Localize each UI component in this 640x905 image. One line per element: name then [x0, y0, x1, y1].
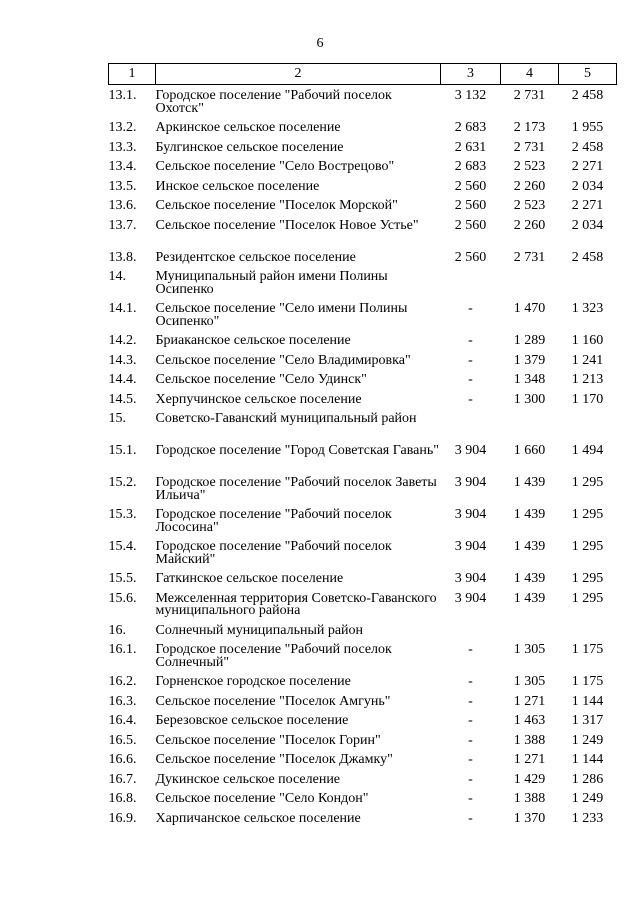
row-number-cell: 15.3. — [108, 507, 137, 522]
value-col4-cell: 1 439 — [513, 590, 546, 606]
row-number-cell: 13.8. — [108, 249, 137, 265]
value-col5-cell: 1 955 — [571, 120, 604, 135]
settlement-name-cell: Сельское поселение "Поселок Амгунь" — [155, 693, 391, 709]
column-header-4: 4 — [501, 64, 559, 85]
settlement-name-cell: Сельское поселение "Поселок Горин" — [155, 732, 381, 748]
row-number-cell: 15.2. — [108, 475, 137, 490]
table-row — [109, 330, 617, 350]
settlement-name-cell: Булгинское сельское поселение — [155, 139, 344, 155]
value-col4-cell: 1 289 — [513, 333, 546, 348]
row-number-cell: 16.5. — [108, 732, 137, 748]
row-number-cell: 15.1. — [108, 443, 137, 458]
settlement-name-cell: Городское поселение "Рабочий поселок Майский" — [155, 539, 392, 567]
settlement-name-cell: Сельское поселение "Село Вострецово" — [155, 159, 395, 174]
table-row — [109, 749, 617, 769]
value-col5-cell: 2 271 — [571, 159, 604, 174]
value-col3-cell: - — [468, 674, 473, 689]
value-col3-cell: - — [468, 372, 473, 387]
value-col4-cell: 1 439 — [513, 539, 546, 554]
settlement-name-cell: Сельское поселение "Поселок Морской" — [155, 198, 398, 213]
row-number-cell: 16.9. — [108, 810, 137, 826]
row-number-cell: 16.6. — [108, 752, 137, 767]
table-row — [109, 769, 617, 789]
value-col5-cell: 1 233 — [571, 810, 604, 826]
value-col5-cell: 2 271 — [571, 198, 604, 213]
row-number-cell: 13.4. — [108, 159, 137, 174]
value-col3-cell: - — [468, 810, 473, 826]
table-row — [109, 369, 617, 389]
settlement-name-cell: Сельское поселение "Село Владимировка" — [155, 352, 411, 368]
table-row — [109, 536, 617, 568]
row-number-cell: 16.3. — [108, 693, 137, 709]
row-number-cell: 13.5. — [108, 178, 137, 194]
value-col4-cell: 2 260 — [513, 217, 546, 233]
settlement-name-cell: Солнечный муниципальный район — [155, 622, 364, 638]
value-col5-cell: 1 317 — [571, 713, 604, 728]
row-number-cell: 14.3. — [108, 352, 137, 368]
value-col3-cell: - — [468, 391, 473, 407]
value-col3-cell: 2 560 — [454, 249, 487, 265]
table-row — [109, 472, 617, 504]
table-row — [109, 266, 617, 298]
value-col5-cell: 2 458 — [571, 249, 604, 265]
value-col3-cell: - — [468, 771, 473, 787]
table-row — [109, 691, 617, 711]
value-col5-cell: 1 286 — [571, 771, 604, 787]
value-col3-cell: - — [468, 713, 473, 728]
value-col4-cell: 1 439 — [513, 475, 546, 490]
table-row — [109, 588, 617, 620]
value-col3-cell: - — [468, 301, 473, 316]
value-col4-cell: 2 731 — [513, 249, 546, 265]
value-col5-cell: 1 241 — [571, 352, 604, 368]
table-row — [109, 117, 617, 137]
settlement-name-cell: Сельское поселение "Село Кондон" — [155, 791, 369, 806]
settlement-name-cell: Херпучинское сельское поселение — [155, 391, 362, 407]
row-number-cell: 15. — [108, 411, 126, 426]
value-col3-cell: 3 904 — [454, 443, 487, 458]
table-header-row — [109, 64, 617, 85]
value-col4-cell: 1 379 — [513, 352, 546, 368]
value-col5-cell: 1 295 — [571, 539, 604, 554]
value-col5-cell: 1 144 — [571, 693, 604, 709]
value-col5-cell — [559, 620, 617, 640]
row-number-cell: 16. — [108, 622, 126, 638]
data-table — [108, 63, 617, 827]
value-col4-cell: 1 439 — [513, 571, 546, 586]
table-row — [109, 710, 617, 730]
value-col3-cell: 2 631 — [454, 139, 487, 155]
value-col5-cell: 1 494 — [571, 443, 604, 458]
table-row — [109, 639, 617, 671]
value-col4-cell: 2 731 — [513, 88, 546, 103]
row-number-cell: 13.1. — [108, 88, 137, 103]
settlement-name-cell: Инское сельское поселение — [155, 178, 320, 194]
settlement-name-cell: Городское поселение "Город Советская Гавань" — [155, 443, 439, 458]
value-col3-cell: 2 683 — [454, 159, 487, 174]
value-col4-cell — [501, 266, 559, 298]
table-row — [109, 195, 617, 215]
table-row — [109, 504, 617, 536]
value-col3-cell: 2 560 — [454, 198, 487, 213]
row-number-cell: 14. — [108, 269, 126, 284]
column-header-3: 3 — [441, 64, 501, 85]
row-number-cell: 16.1. — [108, 642, 137, 657]
table-row — [109, 620, 617, 640]
settlement-name-cell: Сельское поселение "Село Удинск" — [155, 372, 367, 387]
row-number-cell: 16.7. — [108, 771, 137, 787]
value-col5-cell: 1 160 — [571, 333, 604, 348]
row-number-cell: 13.7. — [108, 217, 137, 233]
value-col3-cell: 2 560 — [454, 178, 487, 194]
value-col3-cell: - — [468, 352, 473, 368]
value-col4-cell: 1 429 — [513, 771, 546, 787]
table-row — [109, 408, 617, 440]
table-row — [109, 440, 617, 472]
value-col5-cell: 1 175 — [571, 642, 604, 657]
value-col3-cell: 3 132 — [454, 88, 487, 103]
value-col3-cell: - — [468, 333, 473, 348]
settlement-name-cell: Городское поселение "Рабочий поселок Солнечный" — [155, 642, 392, 670]
value-col4-cell: 1 470 — [513, 301, 546, 316]
table-row — [109, 730, 617, 750]
row-number-cell: 16.8. — [108, 791, 137, 806]
value-col5-cell: 1 175 — [571, 674, 604, 689]
value-col5-cell: 1 213 — [571, 372, 604, 387]
value-col5-cell: 1 323 — [571, 301, 604, 316]
value-col5-cell: 1 249 — [571, 732, 604, 748]
table-body — [109, 85, 617, 828]
settlement-name-cell: Горненское городское поселение — [155, 674, 351, 689]
table-row — [109, 298, 617, 330]
table-row — [109, 568, 617, 588]
row-number-cell: 16.4. — [108, 713, 137, 728]
value-col5-cell: 1 144 — [571, 752, 604, 767]
value-col5-cell: 2 034 — [571, 217, 604, 233]
value-col4-cell: 2 523 — [513, 198, 546, 213]
column-header-5: 5 — [559, 64, 617, 85]
value-col5-cell: 1 170 — [571, 391, 604, 407]
settlement-name-cell: Межселенная территория Советско-Гаванского муниципального района — [155, 590, 437, 618]
value-col3-cell — [441, 266, 501, 298]
value-col3-cell: - — [468, 752, 473, 767]
value-col4-cell: 2 523 — [513, 159, 546, 174]
row-number-cell: 13.2. — [108, 120, 137, 135]
table-row — [109, 671, 617, 691]
row-number-cell: 13.6. — [108, 198, 137, 213]
value-col5-cell: 1 295 — [571, 590, 604, 606]
settlement-name-cell: Харпичанское сельское поселение — [155, 810, 361, 826]
value-col4-cell: 1 271 — [513, 752, 546, 767]
value-col4-cell: 1 305 — [513, 674, 546, 689]
value-col3-cell: - — [468, 642, 473, 657]
value-col5-cell — [559, 408, 617, 440]
settlement-name-cell: Городское поселение "Рабочий поселок Заветы Ильича" — [155, 475, 437, 503]
row-number-cell: 14.1. — [108, 301, 137, 316]
row-number-cell: 15.5. — [108, 571, 137, 586]
row-number-cell: 14.2. — [108, 333, 137, 348]
settlement-name-cell: Дукинское сельское поселение — [155, 771, 341, 787]
settlement-name-cell: Советско-Гаванский муниципальный район — [155, 411, 417, 426]
settlement-name-cell: Гаткинское сельское поселение — [155, 571, 344, 586]
value-col5-cell: 1 295 — [571, 507, 604, 522]
settlement-name-cell: Городское поселение "Рабочий поселок Лососина" — [155, 507, 392, 535]
row-number-cell: 15.6. — [108, 590, 137, 606]
value-col3-cell: 3 904 — [454, 507, 487, 522]
settlement-name-cell: Сельское поселение "Село имени Полины Осипенко" — [155, 301, 408, 329]
value-col4-cell: 1 660 — [513, 443, 546, 458]
table-row — [109, 350, 617, 370]
settlement-name-cell: Муниципальный район имени Полины Осипенко — [155, 269, 388, 297]
value-col4-cell: 2 173 — [513, 120, 546, 135]
value-col5-cell — [559, 266, 617, 298]
table-row — [109, 808, 617, 828]
table-row — [109, 85, 617, 118]
row-number-cell: 14.5. — [108, 391, 137, 407]
value-col5-cell: 2 458 — [571, 88, 604, 103]
value-col5-cell: 2 034 — [571, 178, 604, 194]
settlement-name-cell: Бриаканское сельское поселение — [155, 333, 351, 348]
column-header-2: 2 — [156, 64, 441, 85]
settlement-name-cell: Резидентское сельское поселение — [155, 249, 356, 265]
value-col3-cell: 3 904 — [454, 475, 487, 490]
value-col4-cell: 2 731 — [513, 139, 546, 155]
row-number-cell: 14.4. — [108, 372, 137, 387]
row-number-cell: 13.3. — [108, 139, 137, 155]
value-col4-cell: 1 463 — [513, 713, 546, 728]
value-col3-cell: - — [468, 791, 473, 806]
value-col4-cell: 1 300 — [513, 391, 546, 407]
value-col4-cell: 1 305 — [513, 642, 546, 657]
table-row — [109, 389, 617, 409]
settlement-name-cell: Березовское сельское поселение — [155, 713, 349, 728]
value-col5-cell: 1 295 — [571, 475, 604, 490]
row-number-cell: 15.4. — [108, 539, 137, 554]
value-col4-cell: 1 439 — [513, 507, 546, 522]
value-col5-cell: 2 458 — [571, 139, 604, 155]
settlement-name-cell: Сельское поселение "Поселок Новое Устье" — [155, 217, 419, 233]
value-col3-cell: - — [468, 693, 473, 709]
value-col3-cell: - — [468, 732, 473, 748]
value-col4-cell: 1 388 — [513, 732, 546, 748]
settlement-name-cell: Сельское поселение "Поселок Джамку" — [155, 752, 393, 767]
table-row — [109, 215, 617, 247]
value-col3-cell — [441, 408, 501, 440]
value-col3-cell: 2 683 — [454, 120, 487, 135]
row-number-cell: 16.2. — [108, 674, 137, 689]
value-col3-cell — [441, 620, 501, 640]
value-col4-cell: 1 388 — [513, 791, 546, 806]
value-col5-cell: 1 295 — [571, 571, 604, 586]
settlement-name-cell: Городское поселение "Рабочий поселок Охотск" — [155, 88, 392, 116]
value-col4-cell: 2 260 — [513, 178, 546, 194]
table-row — [109, 176, 617, 196]
value-col5-cell: 1 249 — [571, 791, 604, 806]
value-col4-cell — [501, 408, 559, 440]
value-col3-cell: 3 904 — [454, 539, 487, 554]
table-row — [109, 137, 617, 157]
column-header-1: 1 — [109, 64, 156, 85]
table-row — [109, 156, 617, 176]
value-col4-cell — [501, 620, 559, 640]
value-col4-cell: 1 348 — [513, 372, 546, 387]
value-col4-cell: 1 271 — [513, 693, 546, 709]
value-col3-cell: 3 904 — [454, 590, 487, 606]
page-number: 6 — [316, 36, 324, 51]
value-col4-cell: 1 370 — [513, 810, 546, 826]
value-col3-cell: 3 904 — [454, 571, 487, 586]
settlement-name-cell: Аркинское сельское поселение — [155, 120, 341, 135]
value-col3-cell: 2 560 — [454, 217, 487, 233]
table-row — [109, 788, 617, 808]
table-row — [109, 247, 617, 267]
